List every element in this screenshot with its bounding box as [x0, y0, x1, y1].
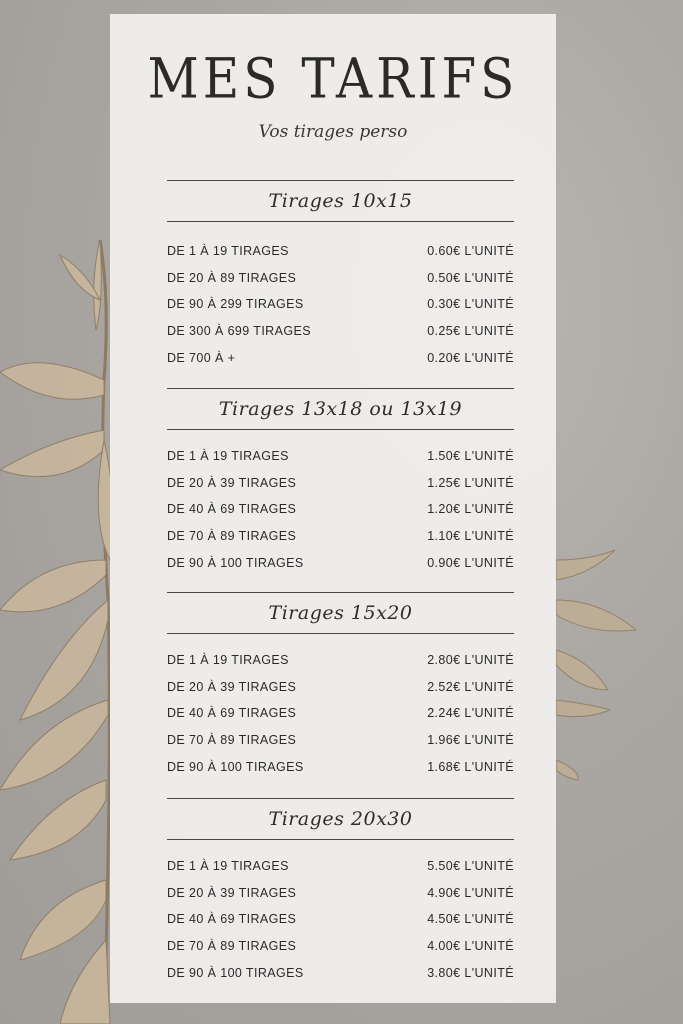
- price-row: [167, 933, 514, 960]
- price-row: [167, 727, 514, 754]
- unit-price: 2.24€ L'UNITÉ: [427, 706, 514, 721]
- section-heading: Tirages 10x15: [268, 190, 413, 212]
- price-row: [167, 291, 514, 318]
- quantity-label: DE 1 À 19 TIRAGES: [167, 244, 289, 259]
- price-row: [167, 265, 514, 292]
- quantity-label: DE 1 À 19 TIRAGES: [167, 449, 289, 464]
- quantity-label: DE 90 À 100 TIRAGES: [167, 759, 304, 774]
- divider: [167, 221, 514, 222]
- unit-price: 4.90€ L'UNITÉ: [427, 885, 514, 900]
- quantity-label: DE 70 À 89 TIRAGES: [167, 733, 297, 748]
- unit-price: 3.80€ L'UNITÉ: [427, 965, 514, 980]
- quantity-label: DE 40 À 69 TIRAGES: [167, 502, 297, 517]
- divider: [167, 429, 514, 430]
- quantity-label: DE 1 À 19 TIRAGES: [167, 653, 289, 668]
- unit-price: 1.10€ L'UNITÉ: [427, 529, 514, 544]
- quantity-label: DE 300 À 699 TIRAGES: [167, 324, 311, 339]
- price-row: [167, 753, 514, 780]
- quantity-label: DE 40 À 69 TIRAGES: [167, 706, 297, 721]
- quantity-label: DE 1 À 19 TIRAGES: [167, 859, 289, 874]
- price-row: [167, 496, 514, 523]
- unit-price: 0.50€ L'UNITÉ: [427, 270, 514, 285]
- page-subtitle: Vos tirages perso: [258, 122, 408, 142]
- unit-price: 5.50€ L'UNITÉ: [427, 859, 514, 874]
- divider: [167, 839, 514, 840]
- quantity-label: DE 20 À 39 TIRAGES: [167, 475, 297, 490]
- unit-price: 2.80€ L'UNITÉ: [427, 653, 514, 668]
- price-row: [167, 959, 514, 986]
- section-header-20x30: [167, 798, 514, 840]
- section-heading: Tirages 20x30: [268, 808, 413, 830]
- price-list-10x15: [167, 238, 514, 371]
- quantity-label: DE 90 À 299 TIRAGES: [167, 297, 304, 312]
- price-row: [167, 470, 514, 497]
- unit-price: 4.00€ L'UNITÉ: [427, 939, 514, 954]
- quantity-label: DE 70 À 89 TIRAGES: [167, 939, 297, 954]
- price-row: [167, 344, 514, 371]
- price-row: [167, 318, 514, 345]
- price-row: [167, 700, 514, 727]
- price-card: [110, 14, 556, 1003]
- section-heading: Tirages 13x18 ou 13x19: [218, 398, 463, 420]
- price-row: [167, 549, 514, 576]
- quantity-label: DE 70 À 89 TIRAGES: [167, 529, 297, 544]
- price-row: [167, 238, 514, 265]
- quantity-label: DE 90 À 100 TIRAGES: [167, 555, 304, 570]
- price-list-15x20: [167, 647, 514, 780]
- price-row: [167, 647, 514, 674]
- section-heading: Tirages 15x20: [268, 602, 413, 624]
- unit-price: 0.20€ L'UNITÉ: [427, 350, 514, 365]
- unit-price: 1.20€ L'UNITÉ: [427, 502, 514, 517]
- unit-price: 2.52€ L'UNITÉ: [427, 679, 514, 694]
- unit-price: 0.90€ L'UNITÉ: [427, 555, 514, 570]
- unit-price: 0.30€ L'UNITÉ: [427, 297, 514, 312]
- section-header-15x20: [167, 592, 514, 634]
- unit-price: 1.96€ L'UNITÉ: [427, 733, 514, 748]
- page-title: MES TARIFS: [147, 47, 519, 111]
- unit-price: 1.68€ L'UNITÉ: [427, 759, 514, 774]
- divider: [167, 633, 514, 634]
- quantity-label: DE 700 À +: [167, 350, 236, 365]
- quantity-label: DE 20 À 39 TIRAGES: [167, 679, 297, 694]
- unit-price: 1.25€ L'UNITÉ: [427, 475, 514, 490]
- price-row: [167, 674, 514, 701]
- section-header-10x15: [167, 180, 514, 222]
- price-row: [167, 523, 514, 550]
- price-row: [167, 443, 514, 470]
- unit-price: 0.60€ L'UNITÉ: [427, 244, 514, 259]
- price-row: [167, 906, 514, 933]
- quantity-label: DE 20 À 89 TIRAGES: [167, 270, 297, 285]
- price-list-20x30: [167, 853, 514, 986]
- quantity-label: DE 90 À 100 TIRAGES: [167, 965, 304, 980]
- unit-price: 4.50€ L'UNITÉ: [427, 912, 514, 927]
- unit-price: 1.50€ L'UNITÉ: [427, 449, 514, 464]
- price-row: [167, 853, 514, 880]
- unit-price: 0.25€ L'UNITÉ: [427, 324, 514, 339]
- quantity-label: DE 20 À 39 TIRAGES: [167, 885, 297, 900]
- quantity-label: DE 40 À 69 TIRAGES: [167, 912, 297, 927]
- price-row: [167, 880, 514, 907]
- section-header-13x18: [167, 388, 514, 430]
- price-list-13x18: [167, 443, 514, 576]
